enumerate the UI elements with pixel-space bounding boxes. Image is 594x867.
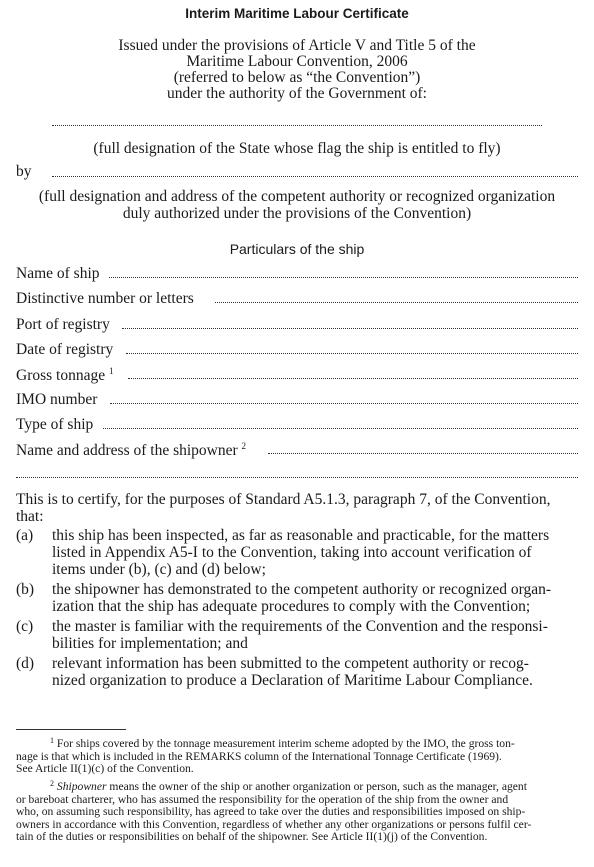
item-text-line: the master is familiar with the requirements of the Convention and the responsi- (52, 618, 548, 635)
port-of-registry-label: Port of registry (16, 316, 110, 333)
shipowner-label (16, 441, 246, 460)
intro-line-1: Issued under the provisions of Article V and Title 5 of the (118, 37, 476, 54)
type-of-ship-label: Type of ship (16, 416, 94, 433)
type-of-ship-field[interactable] (103, 428, 578, 429)
flag-state-fill-line[interactable] (52, 125, 542, 126)
footnote-line: See Article II(1)(c) of the Convention. (16, 762, 194, 776)
footnote-line (16, 735, 582, 751)
footnote-1 (16, 735, 582, 776)
name-of-ship-label: Name of ship (16, 265, 100, 282)
item-text-line: items under (b), (c) and (d) below; (52, 561, 266, 578)
item-marker: (b) (16, 581, 35, 598)
item-text-line: listed in Appendix A5-I to the Convention, taking into account verification of (52, 544, 532, 561)
item-text-line: nized organization to produce a Declaration of Maritime Labour Compliance. (52, 672, 533, 689)
footnote-text: For ships covered by the tonnage measurement interim scheme adopted by the IMO, the gross ton- (56, 737, 515, 750)
footnote-line (16, 778, 582, 794)
imo-number-field[interactable] (110, 403, 578, 404)
gross-tonnage-text: Gross tonnage (16, 367, 106, 384)
imo-number-label: IMO number (16, 391, 98, 408)
intro-line-2: Maritime Labour Convention, 2006 (186, 53, 408, 70)
intro-line-4: under the authority of the Government of: (167, 85, 427, 102)
item-marker: (c) (16, 618, 34, 635)
footnote-text: means the owner of the ship or another organization or person, such as the manager, agent (109, 780, 527, 793)
port-of-registry-field[interactable] (122, 328, 578, 329)
footnote-ref-2[interactable]: 2 (241, 441, 247, 451)
date-of-registry-label: Date of registry (16, 341, 114, 358)
authority-caption-line-2: duly authorized under the provisions of the Convention) (122, 205, 472, 222)
footnote-line: nage is that which is included in the REMARKS column of the International Tonnage Certificate (1969). (16, 749, 502, 763)
distinctive-number-field[interactable] (215, 302, 578, 303)
gross-tonnage-label (16, 366, 114, 385)
footnote-line: owners in accordance with this Convention, regardless of whether any other organizations or persons fulfil cer- (16, 817, 532, 831)
item-text-line: relevant information has been submitted to the competent authority or recog- (52, 655, 529, 672)
item-text-line: this ship has been inspected, as far as reasonable and practicable, for the matters (52, 527, 550, 544)
intro-line-3: (referred to below as “the Convention”) (173, 69, 421, 86)
certificate-title: Interim Maritime Labour Certificate (185, 6, 409, 21)
name-of-ship-field[interactable] (109, 277, 578, 278)
footnote-2 (16, 778, 582, 844)
footnote-number: 1 (50, 736, 54, 745)
item-text-line: bilities for implementation; and (52, 635, 248, 652)
shipowner-field-continued[interactable] (16, 477, 578, 478)
footnote-line: who, on assuming such responsibility, has agreed to take over the duties and responsibilities imposed on ship- (16, 805, 526, 819)
authority-caption-line-1: (full designation and address of the competent authority or recognized organization (38, 188, 556, 205)
footnote-number: 2 (50, 779, 54, 788)
footnote-divider (16, 729, 126, 730)
footnote-ref-1[interactable]: 1 (109, 366, 114, 376)
authority-fill-line[interactable] (52, 176, 578, 177)
footnote-line: tain of the duties or responsibilities on behalf of the shipowner. See Article II(1)(j) of the Convention. (16, 830, 488, 844)
by-label: by (16, 163, 32, 180)
certify-line-2: that: (16, 508, 44, 525)
item-text-line: ization that the ship has adequate procedures to comply with the Convention; (52, 598, 531, 615)
item-marker: (a) (16, 527, 34, 544)
distinctive-number-label: Distinctive number or letters (16, 290, 194, 307)
date-of-registry-field[interactable] (126, 353, 578, 354)
shipowner-field[interactable] (268, 453, 578, 454)
certify-line-1: This is to certify, for the purposes of Standard A5.1.3, paragraph 7, of the Convention, (16, 491, 551, 508)
footnote-line: or bareboat charterer, who has assumed the responsibility for the operation of the ship from the owner and (16, 792, 509, 806)
gross-tonnage-field[interactable] (128, 378, 578, 379)
shipowner-text: Name and address of the shipowner (16, 442, 238, 459)
flag-state-caption: (full designation of the State whose flag the ship is entitled to fly) (93, 140, 501, 157)
footnote-term: Shipowner (56, 780, 107, 793)
item-text-line: the shipowner has demonstrated to the competent authority or recognized organ- (52, 581, 552, 598)
particulars-heading: Particulars of the ship (229, 241, 365, 257)
item-marker: (d) (16, 655, 35, 672)
